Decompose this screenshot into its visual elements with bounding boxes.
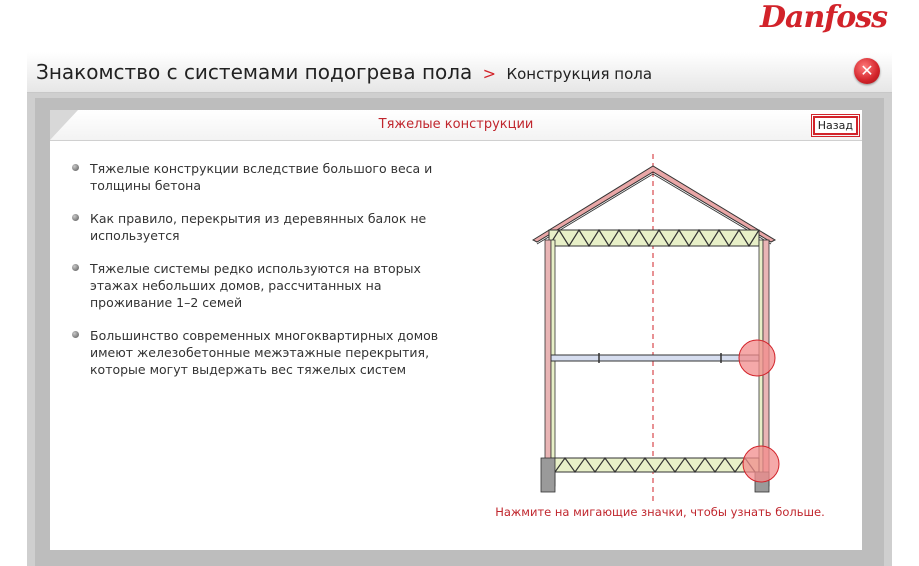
back-button[interactable]: Назад [813, 116, 858, 135]
course-title: Знакомство с системами подогрева пола [36, 60, 473, 84]
bullet-item [72, 210, 452, 244]
section-title: Конструкция пола [506, 65, 653, 83]
ground-floor-truss [541, 458, 769, 492]
lesson-window [27, 52, 892, 566]
bullet-text: Тяжелые конструкции вследствие большого веса и толщины бетона [90, 161, 433, 193]
bullet-text: Большинство современных многоквартирных домов имеют железобетонные межэтажные перекрытия, которые могут выдержать вес тяжелых систем [90, 328, 439, 377]
bullet-text: Как правило, перекрытия из деревянных балок не используется [90, 211, 427, 243]
left-wall [545, 240, 555, 486]
bullet-icon [72, 331, 79, 338]
close-button[interactable] [854, 58, 880, 84]
house-cross-section-diagram [525, 154, 825, 504]
close-icon: ✕ [860, 61, 874, 80]
attic-truss [549, 230, 759, 246]
title-bar [27, 52, 892, 93]
breadcrumb-separator: > [482, 64, 497, 83]
bullet-item [72, 160, 452, 194]
content-frame [35, 98, 884, 566]
bullet-text: Тяжелые системы редко используются на вторых этажах небольших домов, рассчитанных на проживание 1–2 семей [90, 261, 421, 310]
intermediate-floor-slab [551, 353, 759, 363]
bullet-item [72, 260, 452, 311]
bullet-icon [72, 214, 79, 221]
danfoss-logo: Danfoss [760, 0, 887, 35]
bullet-list [72, 160, 452, 394]
window-title [36, 60, 652, 84]
info-hotspot-upper[interactable] [739, 340, 775, 376]
bullet-icon [72, 164, 79, 171]
info-hotspot-lower[interactable] [743, 446, 779, 482]
panel-header [50, 110, 862, 141]
hint-text: Нажмите на мигающие значки, чтобы узнать больше. [495, 505, 825, 519]
content-panel [50, 110, 862, 550]
bullet-icon [72, 264, 79, 271]
bullet-item [72, 327, 452, 378]
panel-title: Тяжелые конструкции [378, 117, 534, 132]
